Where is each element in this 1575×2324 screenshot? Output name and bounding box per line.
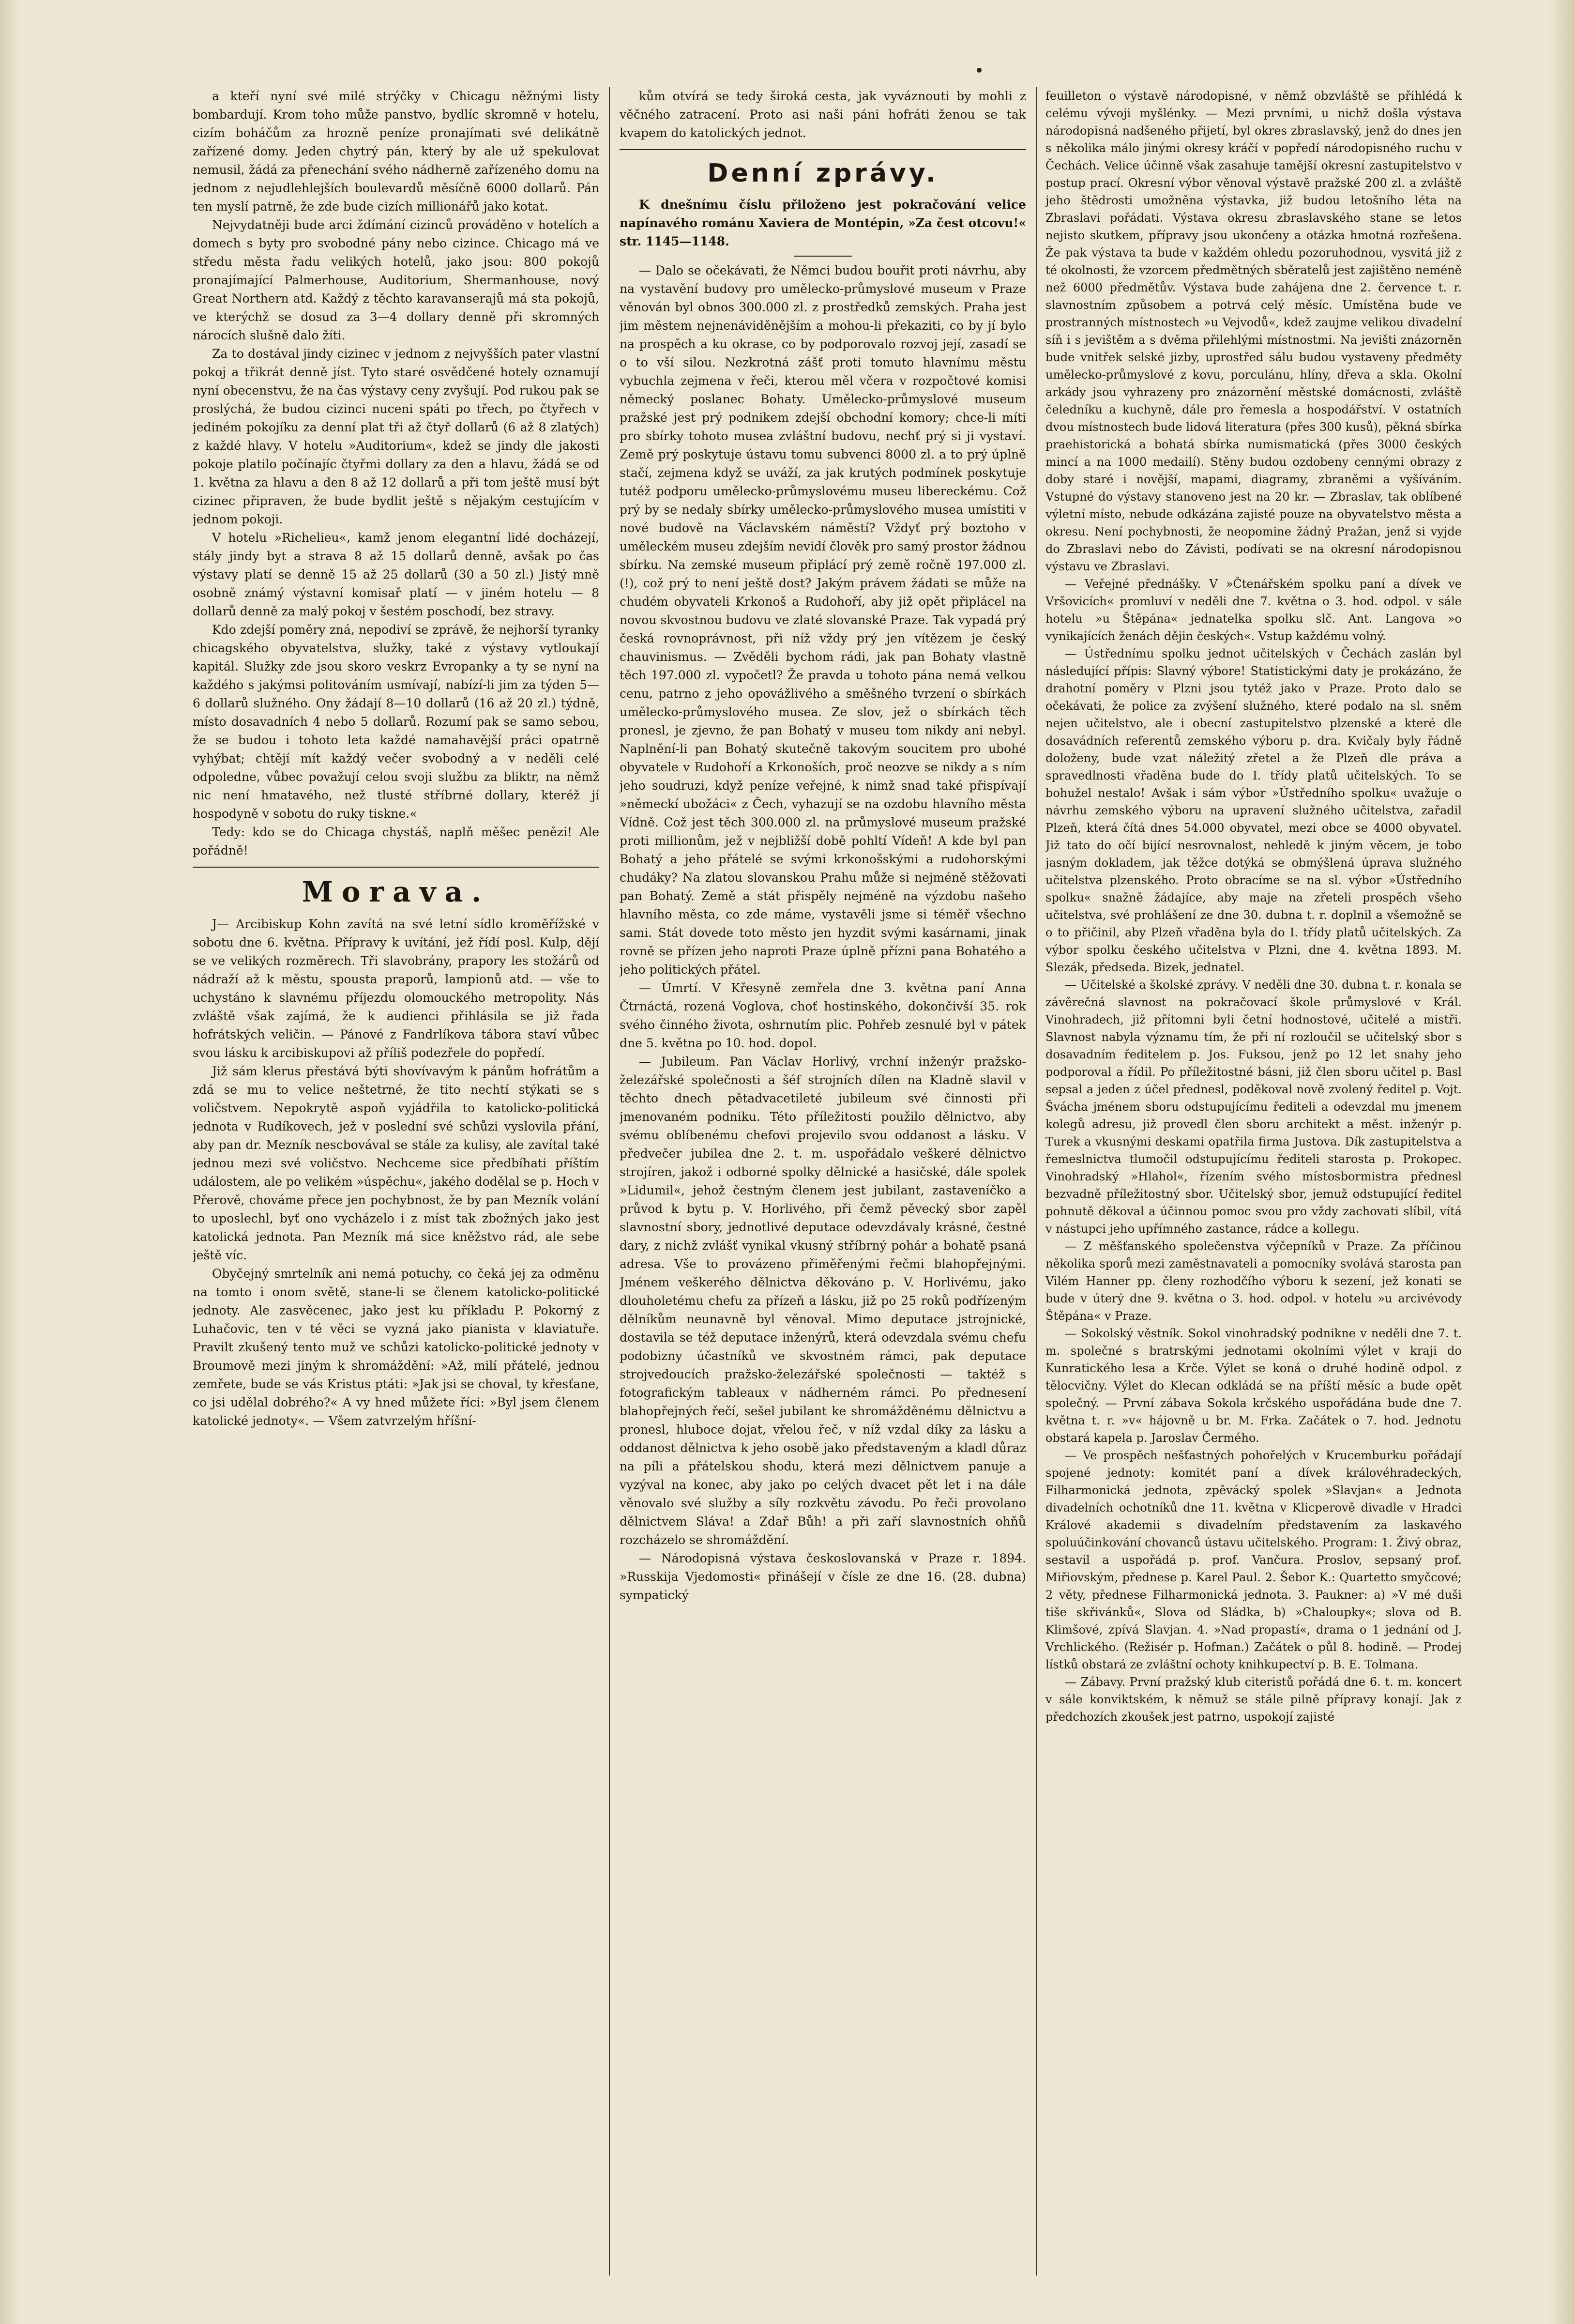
column-right	[1045, 87, 1462, 2295]
column-middle	[620, 87, 1026, 2295]
news-item: — Zábavy. První pražský klub citeristů pořádá dne 6. t. m. koncert v sále konviktském, k němuž se stále pilně přípravy konají. Jak z předchozích zkoušek jest patrno, uspokojí zajisté	[1045, 1675, 1462, 1724]
news-item: — Úmrtí. V Křesyně zemřela dne 3. května paní Anna Čtrnáctá, rozená Voglova, choť hostinského, dokončivší 35. rok svého činného života, oshrnutím plic. Pohřeb zesnulé byl v pátek dne 5. května po 10. hod. dopol.	[620, 981, 1026, 1050]
news-item: — Veřejné přednášky. V »Čtenářském spolku paní a dívek ve Vršovicích« promluví v neděli dne 7. května o 3. hod. odpol. v sále hotelu »u Štěpána« jednatelka spolku slč. Ant. Langova »o vynikajících ženách dějin českých«. Vstup každému volný.	[1045, 577, 1462, 643]
article-paragraph: kům otvírá se tedy široká cesta, jak vyváznouti by mohli z věčného zatracení. Proto asi naši páni hofráti ženou se tak kvapem do katolických jednot.	[620, 89, 1026, 140]
article-paragraph: Tedy: kdo se do Chicaga chystáš, naplň měšec penězi! Ale pořádně!	[193, 825, 599, 857]
article-paragraph: Obyčejný smrtelník ani nemá potuchy, co čeká jej za odměnu na tomto i onom světě, stane-li se členem katolicko-politické jednoty. Ale zasvěcenec, jako jest ku příkladu P. Pokorný z Luhačovic, ten v té věci se vyzná jako pianista v klaviatuře. Pravilt zkušený tento muž ve schůzi katolicko-politické jednoty v Broumově mezi jiným k shromáždění: »Až, milí přátelé, jednou zemřete, bude se vás Kristus ptáti: »Jak jsi se choval, ty křesťane, co jsi udělal dobrého?« A vy hned můžete říci: »Byl jsem členem katolické jednoty«. — Všem zatvrzelým hříšní-	[193, 1267, 599, 1428]
article-paragraph: V hotelu »Richelieu«, kamž jenom elegantní lidé docházejí, stály jindy byt a strava 8 až 15 dollarů denně, avšak po čas výstavy platí se denně 15 až 25 dollarů (30 a 50 zl.) Jistý mně osobně známý výstavní komisař platí — v jiném hotelu — 8 dollarů denně za malý pokoj v šestém poschodí, bez stravy.	[193, 531, 599, 618]
news-item: feuilleton o výstavě národopisné, v němž obzvláště se přihlédá k celému vývoji myšlénky. — Mezi prvními, u nichž došla výstava národopisná nadšeného přijetí, byl okres zbraslavský, jenž do dnes jen s několika málo jinými okresy kráčí v popředí národopisného ruchu v Čechách. Velice účinně však zasahuje tamější okresní zastupitelstvo v postup prací. Okresní výbor věnoval výstavě pražské 200 zl. a zvláště jeho štědrosti umožněna výstavka, již budou letošního léta na Zbraslavi pořádati. Výstava okresu zbraslavského stane se letos nejisto skutkem, přípravy jsou ukončeny a otázka hmotná rozřešena. Že pak výstava ta bude v každém ohledu pozoruhodnou, vysvitá již z té okolnosti, že vzorcem předmětných sběratelů jest zajištěno neméně než 6000 předmětův. Výstava bude zahájena dne 2. července t. r. slavnostním způsobem a potrvá celý měsíc. Umístěna bude ve prostranných místnostech »u Vejvodů«, kdež zaujme velikou divadelní síň i s jevištěm a s dvěma přilehlými místnostmi. Na jevišti znázorněn bude vnitřek selské jizby, uprostřed sálu budou vystaveny předměty umělecko-průmyslové z kovu, porculánu, hlíny, dřeva a skla. Okolní arkády jsou vyhrazeny pro znázornění městské domácnosti, zvláště čeledníku a kuchyně, dále pro řemesla a hospodářství. V ostatních dvou místnostech bude lidová literatura (přes 300 kusů), pěkná sbírka praehistorická a bohatá sbírka numismatická (přes 3000 českých mincí a na 1000 medailí). Stěny budou ozdobeny cennými obrazy z doby staré i novější, mapami, diagramy, zbraněmi a vyšíváním. Vstupné do výstavy stanoveno jest na 20 kr. — Zbraslav, tak oblíbené výletní místo, nebude odkázána zajisté pouze na obyvatelstvo města a okresu. Není pochybnosti, že neopomine žádný Pražan, jenž si vyjde do Zbraslavi nebo do Závisti, podívati se na okresní národopisnou výstavu ve Zbraslavi.	[1045, 89, 1462, 573]
news-item: — Dalo se očekávati, že Němci budou bouřit proti návrhu, aby na vystavění budovy pro umělecko-průmyslové museum v Praze věnován byl obnos 300.000 zl. z prostředků zemských. Praha jest jim městem nejnenáviděnějším a mohou-li překaziti, co by jí bylo na prospěch a ku okrase, co by podporovalo rozvoj její, zasadí se o to vší silou. Nezkrotná zášť proti tomuto hlavnímu městu vybuchla zejmena v řeči, kterou měl včera v rozpočtové komisi německý poslanec Bohaty. Umělecko-průmyslové museum pražské jest prý podnikem zdejší obchodní komory; chce-li míti pro sbírky tohoto musea zvláštní budovu, nechť prý si ji vystaví. Země prý poskytuje ústavu tomu subvenci 8000 zl. a to prý úplně stačí, zejmena když se uváží, za jak krutých podmínek poskytuje tutéž podporu umělecko-průmyslovému museu libereckému. Což prý by se nedaly sbírky umělecko-průmyslového musea umístiti v nové budově na Václavském náměstí? Vždyť prý boztoho v uměleckém museu zdejším nevidí člověk pro samý prostor žádnou sbírku. Na zemské museum připlácí prý země ročně 197.000 zl. (!), což prý to není ještě dost? Jakým právem žádati se může na chudém obyvateli Krkonoš a Rudohoří, aby již opět připlácel na novou skvostnou budovu ve zlaté slovanské Praze. Tak vypadá prý česká rovnoprávnost, při níž vždy prý jen vítězem je český chauvinismus. — Zvěděli bychom rádi, jak pan Bohaty vlastně těch 197.000 zl. vypočetl? Že pravda u tohoto pána nemá velkou cenu, patrno z jeho opovážlivého a směšného tvrzení o sbírkách umělecko-průmyslového musea. Ze slov, jež o sbírkách těch pronesl, je zjevno, že pan Bohatý v museu tom nikdy ani nebyl. Naplnění-li pan Bohatý skutečně takovým soucitem pro ubohé obyvatele v Rudohoří a Krkonoších, proč neozve se nikdy a s ním jeho soudruzi, když peníze veřejné, k nimž snad také přispívají »německí ubožáci« z Čech, vyhazují se na ozdobu hlavního města Vídně. Což jest těch 300.000 zl. na průmyslové museum pražské proti millionům, jež v nejbližší době pohltí Vídeň! A kde byl pan Bohatý a jeho přátelé se svými krkonošskými a rudohorskými chudáky? Na zlatou slovanskou Prahu může si nejméně stěžovati pan Bohatý. Země a stát přispěly nejméně na výzdobu našeho hlavního města, co zde máme, vystavěli jsme si téměř všechno sami. Stát dovede toto město jen hyzdit svými kasárnami, jinak rovně se přízen jeho naproti Praze úplně přízni pana Bohatého a jeho politických přátel.	[620, 263, 1026, 977]
section-heading-morava: Morava.	[302, 875, 490, 908]
article-paragraph: J— Arcibiskup Kohn zavítá na své letní sídlo kroměřížské v sobotu dne 6. května. Přípravy k uvítání, jež řídí posl. Kulp, dějí se ve velikých rozměrech. Tři slavobrány, prapory les stožárů od nádraží až k městu, spousta praporů, lampionů atd. — vše to uchystáno k slavnému příjezdu olomouckého metropolity. Nás zvláště však zajímá, že k audienci přihlásila se již řada hofrátských veličin. — Pánové z Fandrlíkova tábora staví vůbec svou lásku k arcibiskupovi až příliš podezřele do popředí.	[193, 917, 599, 1060]
news-item: — Učitelské a školské zprávy. V neděli dne 30. dubna t. r. konala se závěrečná slavnost na pokračovací škole průmyslové v Král. Vinohradech, již přítomni byli četní hodnostové, učitelé a mistři. Slavnost nabyla významu tím, že při ní rozloučil se učitelský sbor s dosavadním ředitelem p. Jos. Fuksou, jenž po 12 let snahy jeho podporoval a řídil. Po příležitostné básni, již člen sboru učitel p. Basl sepsal a jeden z účel přednesl, poděkoval nově zvolený ředitel p. Vojt. Švácha jménem sboru odstupujícímu řediteli a odevzdal mu jmenem kolegů adresu, již provedl člen sboru architekt a měst. inženýr p. Turek a vkusnými deskami opatřila firma Justova. Dík zastupitelstva a řemeslnictva tlumočil odstupujícímu řediteli starosta p. Prokopec. Vinohradský »Hlahol«, řízením svého místosbormistra přednesl bezvadně příležitostný sbor. Učitelský sbor, jemuž odstupující ředitel pohnutě děkoval a účinnou pomoc svou pro vždy zachovati slíbil, vítá v nástupci jeho upřímného zastance, rádce a kollegu.	[1045, 978, 1462, 1236]
column-rule-2	[1036, 87, 1037, 2276]
article-paragraph: Již sám klerus přestává býti shovívavým k pánům hofrátům a zdá se mu to velice neštetrné, že tito nechtí stýkati se s voličstvem. Nepokrytě aspoň vyjádřila to katolicko-politická jednota v Rudíkovech, jež v poslední své schůzi vyslovila přání, aby pan dr. Mezník nescbovával se stále za kulisy, ale zavítal také jednou mezi své voličstvo. Nechceme sice předbíhati příštím událostem, ale po velikém »úspěchu«, jakého dodělal se p. Hoch v Přerově, chováme přece jen pochybnost, že by pan Mezník volání to uposlechl, byť ono vycházelo i z míst tak zbožných jako jest katolická jednota. Pan Mezník má sice kněžstvo rád, ale sebe ještě víc.	[193, 1064, 599, 1262]
article-paragraph: Kdo zdejší poměry zná, nepodiví se zprávě, že nejhorší tyranky chicagského obyvatelstva, služky, také z výstavy vytloukají kapitál. Služky zde jsou skoro veskrz Evropanky a ty se nyní na každého s jakýmsi politováním usmívají, nabízí-li jim za týden 5—6 dollarů služného. Ony žádají 8—10 dollarů (16 až 20 zl.) týdně, místo dosavadních 4 nebo 5 dollarů. Rozumí pak se samo sebou, že se budou i tohoto leta každé namahavější práci opatrně vyhýbat; chtějí mít každý večer svobodný a v neděli celé odpoledne, vůbec považují celou svoji službu za bliktr, na němž nic není hmatavého, než tlusté stříbrné dollary, kteréž jí hospodyně v sobotu do ruky tiskne.«	[193, 623, 599, 821]
notice-paragraph: K dnešnímu číslu přiloženo jest pokračování velice napínavého románu Xaviera de Montépin, »Za čest otcovu!« str. 1145—1148.	[620, 198, 1026, 248]
news-item: — Sokolský věstník. Sokol vinohradský podnikne v neděli dne 7. t. m. společné s bratrskými jednotami okolními výlet v kraji do Kunratického lesa a Krče. Výlet se koná o druhé hodině odpol. z tělocvičny. Výlet do Klecan odkládá se na příští měsíc a bude opět společný. — První zábava Sokola krčského uspořádána bude dne 7. května t. r. »v« hájovně u br. M. Frka. Začátek o 7. hod. Jednotu obstará kapela p. Jaroslav Čermého.	[1045, 1327, 1462, 1445]
section-rule	[193, 867, 599, 868]
news-item: — Ústřednímu spolku jednot učitelských v Čechách zaslán byl následující přípis: Slavný výbore! Statistickými daty je prokázáno, že drahotní poměry v Plzni jsou tytéž jako v Praze. Proto dalo se očekávati, že police za zvýšení služného, které podalo na sl. sněm nejen učitelstvo, ale i obecní zastupitelstvo plzenské a které dle dosavádních referentů zemského výboru p. dra. Kvičaly byly řádně doloženy, bude vzat náležitý zřetel a že Plzeň dle práva a spravedlnosti vřaděna bude do I. třídy platů učitelských. To se bohužel nestalo! Avšak i sám výbor »Ústředního spolku« uvažuje o návrhu zemského výboru na upravení služného učitelstva, zařadil Plzeň, která čítá dnes 54.000 obyvatel, mezi obce se 4000 obyvatel. Již tato do očí bijící nesrovnalost, nehledě k jiným věcem, je tobo jasným dokladem, jak těžce dotýká se obmýšlená úprava služného učitelstva plzenského. Proto obracíme se na sl. výbor »Ústředního spolku« snažně žádajíce, aby maje na zřeteli prospěch všeho učitelstva, své prohlášení ze dne 30. dubna t. r. doplnil a všemožně se o to přičinil, aby Plzeň vřaděna byla do I. třídy platů učitelských. Za výbor spolku českého učitelstva v Plzni, dne 4. května 1893. M. Slezák, předseda. Bizek, jednatel.	[1045, 647, 1462, 974]
column-left	[193, 87, 599, 2295]
news-item: — Jubileum. Pan Václav Horlivý, vrchní inženýr pražsko-železářské společnosti a šéf strojních dílen na Kladně slavil v těchto dnech pětadvacetileté jubileum své činnosti při jmenovaném podniku. Této příležitosti použilo dělnictvo, aby svému oblíbenému chefovi projevilo svou oddanost a lásku. V předvečer jubilea dne 2. t. m. uspořádalo veškeré dělnictvo strojíren, jakož i odborné spolky dělnické a hasičské, dále spolek »Lidumil«, jehož čestným členem jest jubilant, zastaveníčko a průvod k bytu p. V. Horlivého, při čemž pěvecký sbor zapěl slavnostní sbory, jednotlivé deputace odevzdávaly krásné, čestné dary, z nichž zvlášť vynikal vkusný stříbrný pohár a bohatě psaná adresa. Vše to provázeno přiměřenými řečmi blahopřejnými. Jménem veškerého dělnictva děkováno p. V. Horlivému, jako dlouholetému chefu za přízeň a lásku, již po 25 roků podřízeným dělníkům neunavně byl věnoval. Mimo deputace jstrojnické, dostavila se též deputace inženýrů, která odevzdala svému chefu podobizny účastníků ve skvostném rámci, pak deputace strojvedoucích pražsko-železářské společnosti — taktéž s fotografickým tableaux v nádherném rámci. Po přednesení blahopřejných řečí, sešel jubilant ke shromážděnému dělnictvu a pronesl, hluboce dojat, vřelou řeč, v níž vzdal díky za lásku a oddanost dělnictva k jeho osobě jako představeným a kladl důraz na píli a přátelskou shodu, která mezi dělnictvem panuje a vyzýval na konec, aby jako po celých dvacet pět let i na dále věnovalo své služby a síly rozkvětu závodu. Po řeči provolano dělnictvem Sláva! a Zdař Bůh! a při zaří slavnostních ohňů rozcházelo se shromáždění.	[620, 1055, 1026, 1547]
article-paragraph: Nejvydatněji bude arci ždímání cizinců prováděno v hotelích a domech s byty pro svobodné pány nebo cizince. Chicago má ve středu města řadu velikých hotelů, jako jsou: 800 pokojů pronajímající Palmerhouse, Auditorium, Shermanhouse, nový Great Northern atd. Každý z těchto karavanserajů má sta pokojů, ve kterýchž se dosud za 3—4 dollary denně při skromných nárocích slušně dalo žíti.	[193, 218, 599, 342]
article-paragraph: a kteří nyní své milé strýčky v Chicagu něžnými listy bombardují. Krom toho může panstvo, bydlíc skromně v hotelu, cizím boháčům za hrozně peníze pronajímati své delikátně zařízené domy. Jeden chytrý pán, který by ale už spekulovat nemusil, žádá za přenechání svého nádherně zařízeného domu na jednom z nejudlehlejších boulevardů měsíčně 6000 dollarů. Pán ten myslí patrně, že zde bude cizích millionářů jako kotat.	[193, 89, 599, 214]
section-rule	[620, 149, 1026, 150]
section-heading-denni-zpravy: Denní zprávy.	[707, 159, 939, 188]
short-rule	[794, 256, 852, 257]
article-paragraph: Za to dostával jindy cizinec v jednom z nejvyšších pater vlastní pokoj a třikrát denně jíst. Tyto staré osvědčené hotely oznamují nyní obecenstvu, že na čas výstavy ceny zvyšují. Pod rukou pak se proslýchá, že budou cizinci nuceni spáti po třech, po čtyřech v jediném pokojíku za denní plat tři až čtyř dollarů (6 až 8 zlatých) z každé hlavy. V hotelu »Auditorium«, kdež se jindy dle jakosti pokoje platilo počínajíc čtyřmi dollary za den a hlavu, žádá se od 1. května za hlavu a den 8 až 12 dollarů a při tom ještě musí být cizinec připraven, že bude bydlit ještě s nějakým cestujícím v jednom pokoji.	[193, 347, 599, 526]
news-item: — Národopisná výstava českoslovanská v Praze r. 1894. »Russkija Vjedomosti« přinášejí v čísle ze dne 16. (28. dubna) sympatický	[620, 1551, 1026, 1602]
printer-mark	[977, 68, 982, 73]
news-item: — Z měšťanského společenstva výčepníků v Praze. Za příčinou několika sporů mezi zaměstnavateli a pomocníky svolává starosta pan Vilém Hanner pp. členy rozhodčího výboru k sezení, jež konati se bude v úterý dne 9. května o 3. hod. odpol. v hotelu »u arcivévody Štěpána« v Praze.	[1045, 1239, 1462, 1323]
column-rule-1	[609, 87, 610, 2276]
news-item: — Ve prospěch nešťastných pohořelých v Krucemburku pořádají spojené jednoty: komitét paní a dívek královéhradeckých, Filharmonická jednota, zpěvácký spolek »Slavjan« a Jednota divadelních ochotníků dne 11. května v Klicperově divadle v Hradci Králové akademii s divadelním představením za laskavého spoluúčinkování chovanců ústavu učitelského. Program: 1. Živý obraz, sestavil a uspořádá p. prof. Vančura. Proslov, sepsaný prof. Miřiovským, přednese p. Karel Paul. 2. Šebor K.: Quartetto smyčcové; 2 věty, přednese Filharmonická jednota. 3. Paukner: a) »V mé duši tiše skřivánků«, Slova od Sládka, b) »Chaloupky«; slova od B. Klimšové, zpívá Slavjan. 4. »Nad propastí«, drama o 1 jednání od J. Vrchlického. (Režisér p. Hofman.) Začátek o půl 8. hodině. — Prodej lístků obstará ze zvláštní ochoty knihkupectví p. B. E. Tolmana.	[1045, 1449, 1462, 1671]
